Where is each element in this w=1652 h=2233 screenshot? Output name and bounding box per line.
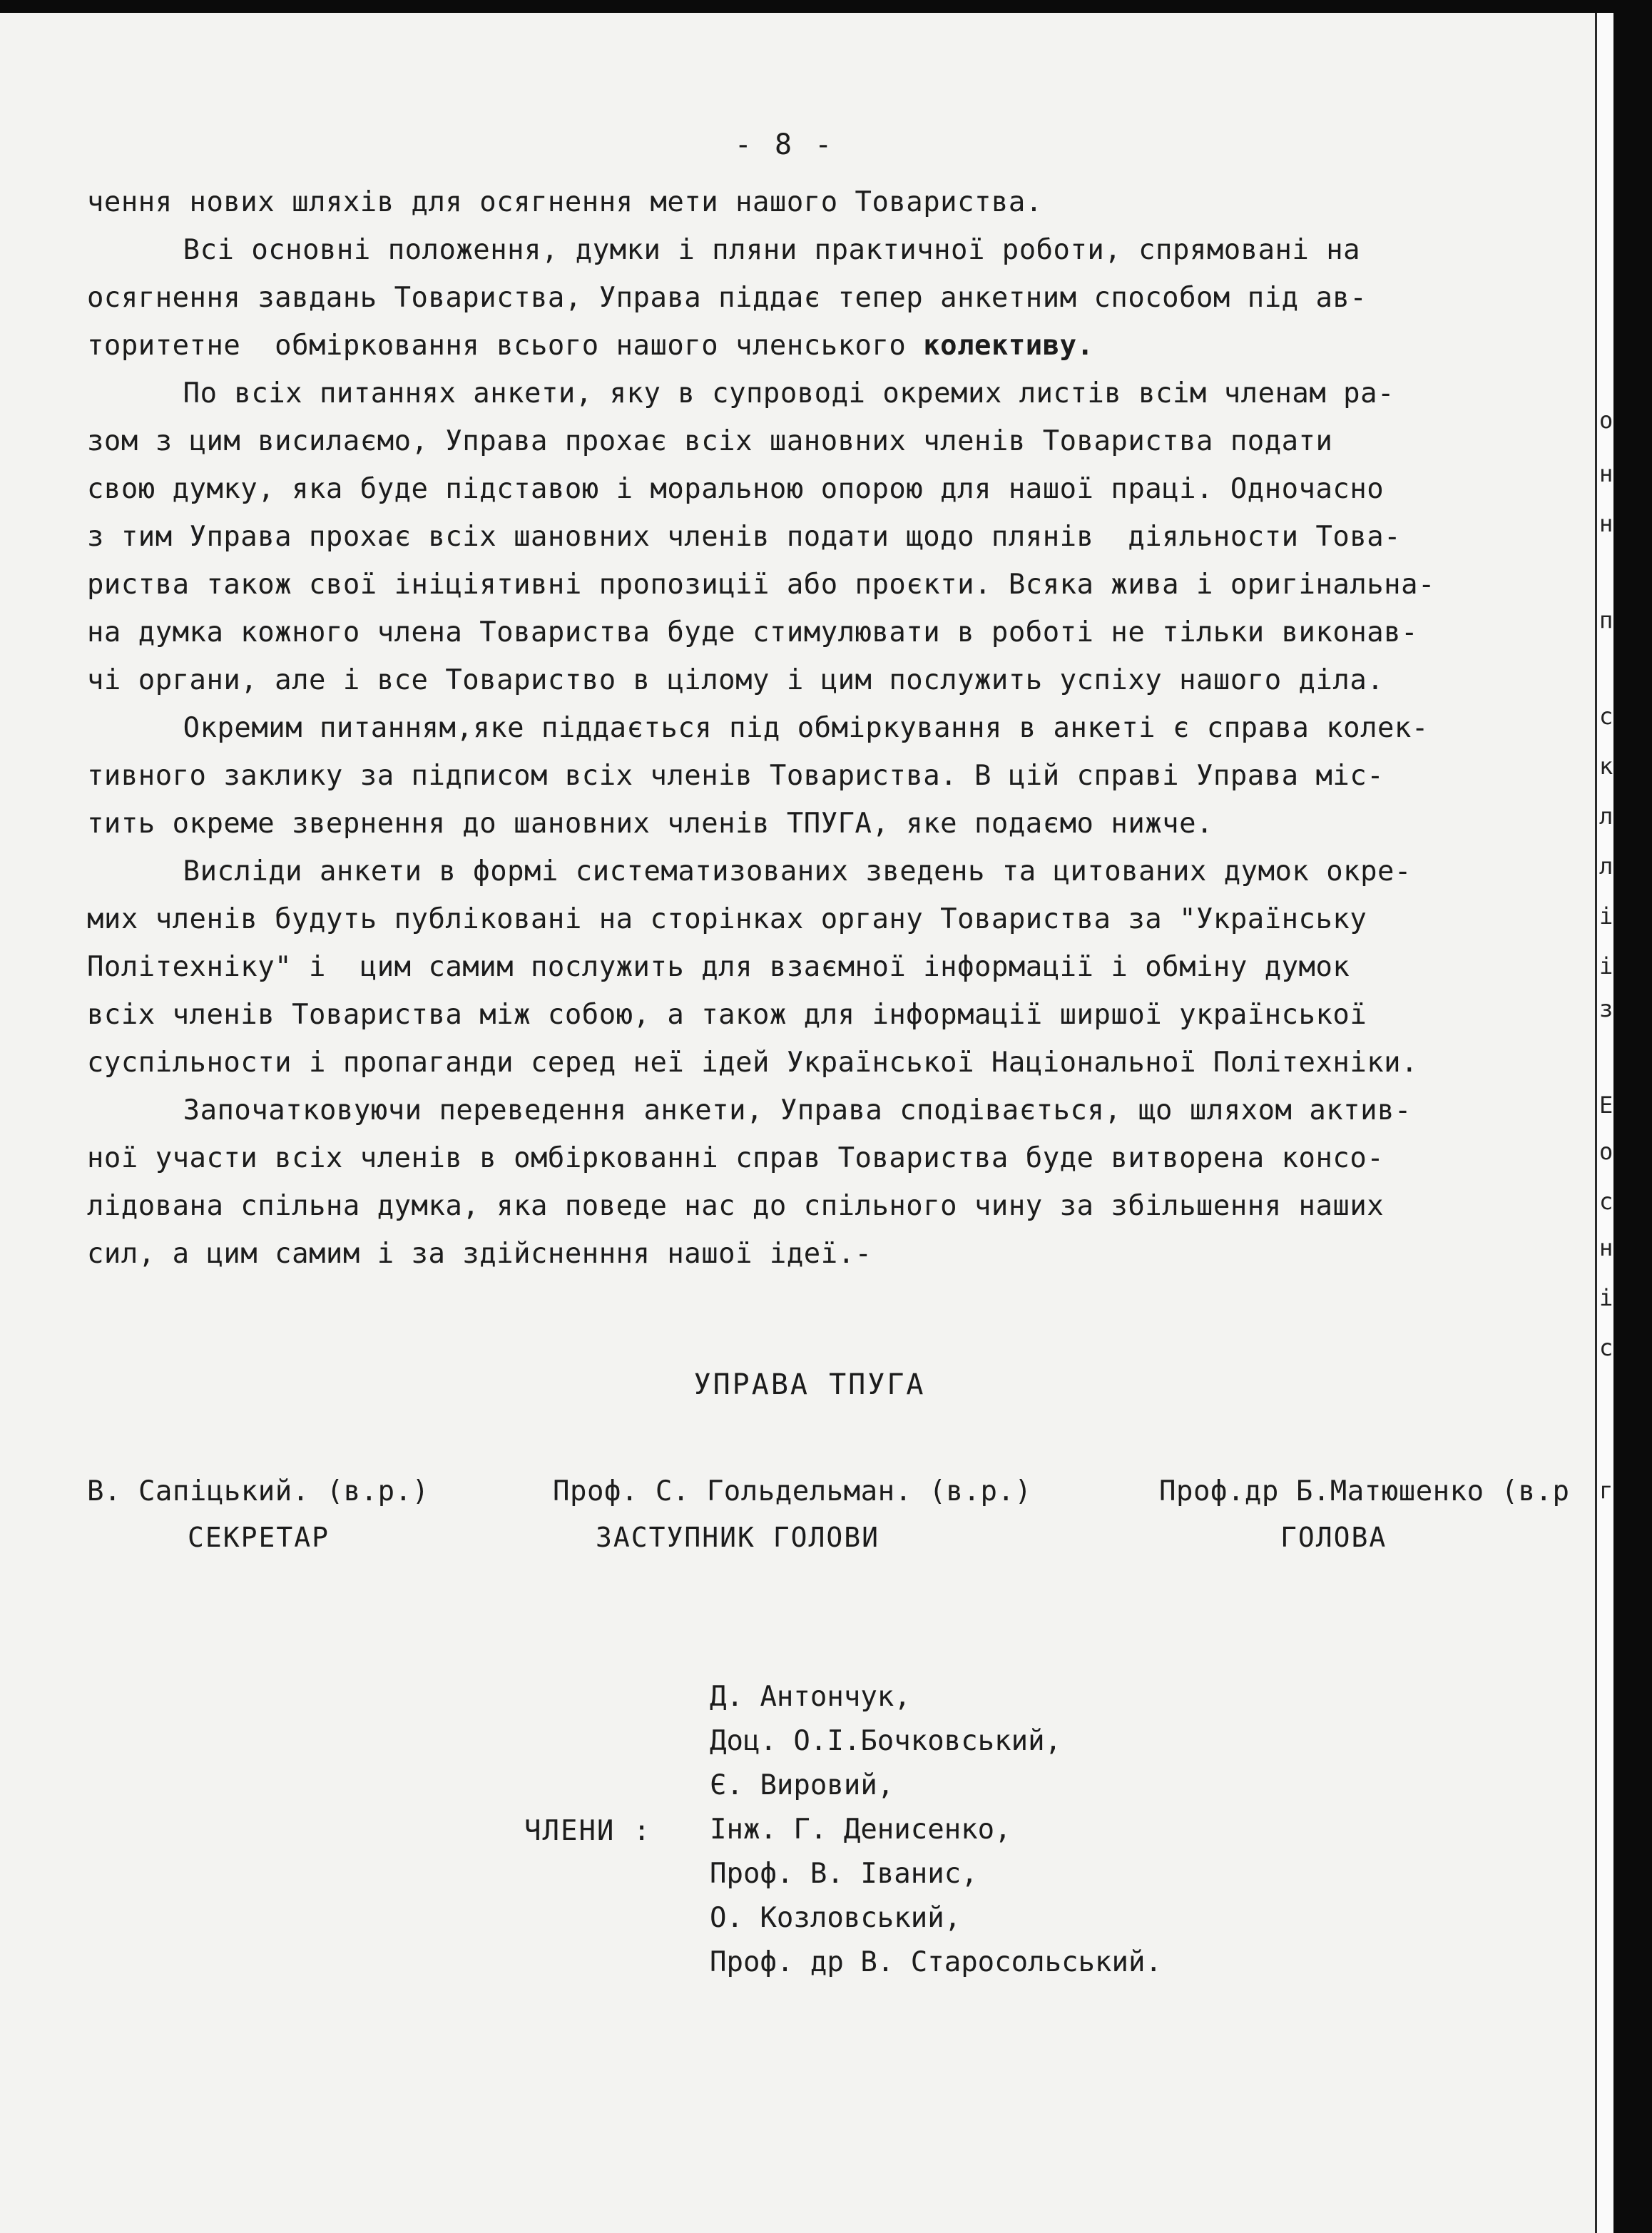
edge-letter: н <box>1599 1234 1613 1261</box>
edge-letter: н <box>1599 460 1613 487</box>
edge-letter: с <box>1599 1334 1613 1361</box>
bold-word: колективу. <box>923 330 1094 362</box>
edge-letter: г <box>1599 1477 1613 1504</box>
text-line: тивного заклику за підписом всіх членів Товариства. В цій справі Управа міс- <box>87 760 1385 792</box>
text-line: Політехніку" і цим самим послужить для взаємної інформації і обміну думок <box>87 951 1350 983</box>
document-page <box>0 13 1613 2233</box>
text-line: з тим Управа прохає всіх шановних членів подати щодо плянів діяльности Това- <box>87 521 1402 553</box>
text-line: всіх членів Товариства між собою, а також для інформації ширшої української <box>87 999 1367 1031</box>
member-name: Є. Вировий, <box>710 1769 894 1801</box>
text-span: торитетне обмірковання всього нашого членського <box>87 330 907 362</box>
edge-letter: і <box>1599 1284 1613 1311</box>
members-list <box>710 1675 1162 1985</box>
edge-letter: л <box>1599 853 1613 880</box>
text-line: на думка кожного члена Товариства буде стимулювати в роботі не тільки виконав- <box>87 616 1419 648</box>
text-line: Всі основні положення, думки і пляни практичної роботи, спрямовані на <box>183 234 1361 266</box>
edge-letter: л <box>1599 803 1613 830</box>
member-name: Д. Антончук, <box>710 1681 911 1713</box>
text-line: мих членів будуть публіковані на сторінках органу Товариства за "Українську <box>87 903 1367 935</box>
text-line: чення нових шляхів для осягнення мети нашого Товариства. <box>87 186 1043 218</box>
edge-letter: і <box>1599 952 1613 980</box>
text-line: Вислiди анкети в формі систематизованих зведень та цитованих думок окре- <box>183 855 1412 887</box>
text-line: ної участи всіх членів в омбіркованні справ Товариства буде витворена консо- <box>87 1142 1385 1174</box>
text-line: По всіх питаннях анкети, яку в супроводі окремих листів всім членам ра- <box>183 377 1394 410</box>
member-name: О. Козловський, <box>710 1902 962 1934</box>
text-line: тить окреме звернення до шановних членів ТПУГА, яке подаємо нижче. <box>87 808 1213 840</box>
signatory-role: ЗАСТУПНИК ГОЛОВИ <box>596 1522 880 1553</box>
edge-letter: Е <box>1599 1092 1613 1119</box>
text-line <box>87 322 1589 370</box>
member-name: Інж. Г. Денисенко, <box>710 1814 1011 1846</box>
edge-letter: і <box>1599 902 1613 930</box>
text-line: суспільности і пропаганди серед неї ідей Української Національної Політехніки. <box>87 1047 1419 1079</box>
text-line: осягнення завдань Товариства, Управа піддає тепер анкетним способом під ав- <box>87 282 1367 314</box>
text-line: сил, а цим самим і за здійсненння нашої ідеї.- <box>87 1238 872 1270</box>
scan-border-right <box>1613 0 1652 2233</box>
edge-letter: с <box>1599 703 1613 730</box>
edge-letter: п <box>1599 606 1613 634</box>
member-name: Доц. О.І.Бочковський, <box>710 1725 1062 1757</box>
scan-border-top <box>0 0 1652 13</box>
text-line: Окремим питанням,яке піддається під обміркування в анкеті є справа колек- <box>183 712 1429 744</box>
signatory-name: Проф. С. Гольдельман. (в.р.) <box>553 1475 1032 1507</box>
text-line: риства також свої ініціятивні пропозиції або проєкти. Всяка жива і оригінальна- <box>87 569 1435 601</box>
text-line: Започатковуючи переведення анкети, Управа сподівається, що шляхом актив- <box>183 1094 1412 1126</box>
letter-body <box>87 178 1592 1278</box>
edge-letter: о <box>1599 1138 1613 1165</box>
signatory-name: Проф.др Б.Матюшенко (в.р <box>1159 1475 1570 1507</box>
signatory-name: В. Сапіцький. (в.р.) <box>87 1475 429 1507</box>
text-line: свою думку, яка буде підставою і моральною опорою для нашої праці. Одночасно <box>87 473 1385 505</box>
edge-letter: о <box>1599 407 1613 434</box>
member-name: Проф. др В. Старосольський. <box>710 1946 1162 1978</box>
edge-letter: с <box>1599 1188 1613 1215</box>
adjacent-page-edge <box>1595 13 1613 2233</box>
page-number: - 8 - <box>734 128 835 161</box>
text-line: зом з цим висилаємо, Управа прохає всіх шановних членів Товариства подати <box>87 425 1333 457</box>
member-name: Проф. В. Іванис, <box>710 1858 978 1890</box>
signatory-role: СЕКРЕТАР <box>188 1522 330 1553</box>
signatory-role: ГОЛОВА <box>1280 1522 1387 1553</box>
edge-letter: к <box>1599 753 1613 780</box>
text-line: чі органи, але і все Товариство в цілому і цим послужить успіху нашого діла. <box>87 664 1385 696</box>
edge-letter: з <box>1599 995 1613 1022</box>
members-label: ЧЛЕНИ : <box>524 1815 652 1847</box>
text-line: лідована спільна думка, яка поведе нас до спільного чину за збільшення наших <box>87 1190 1385 1222</box>
edge-letter: н <box>1599 510 1613 537</box>
board-heading: УПРАВА ТПУГА <box>693 1368 926 1401</box>
